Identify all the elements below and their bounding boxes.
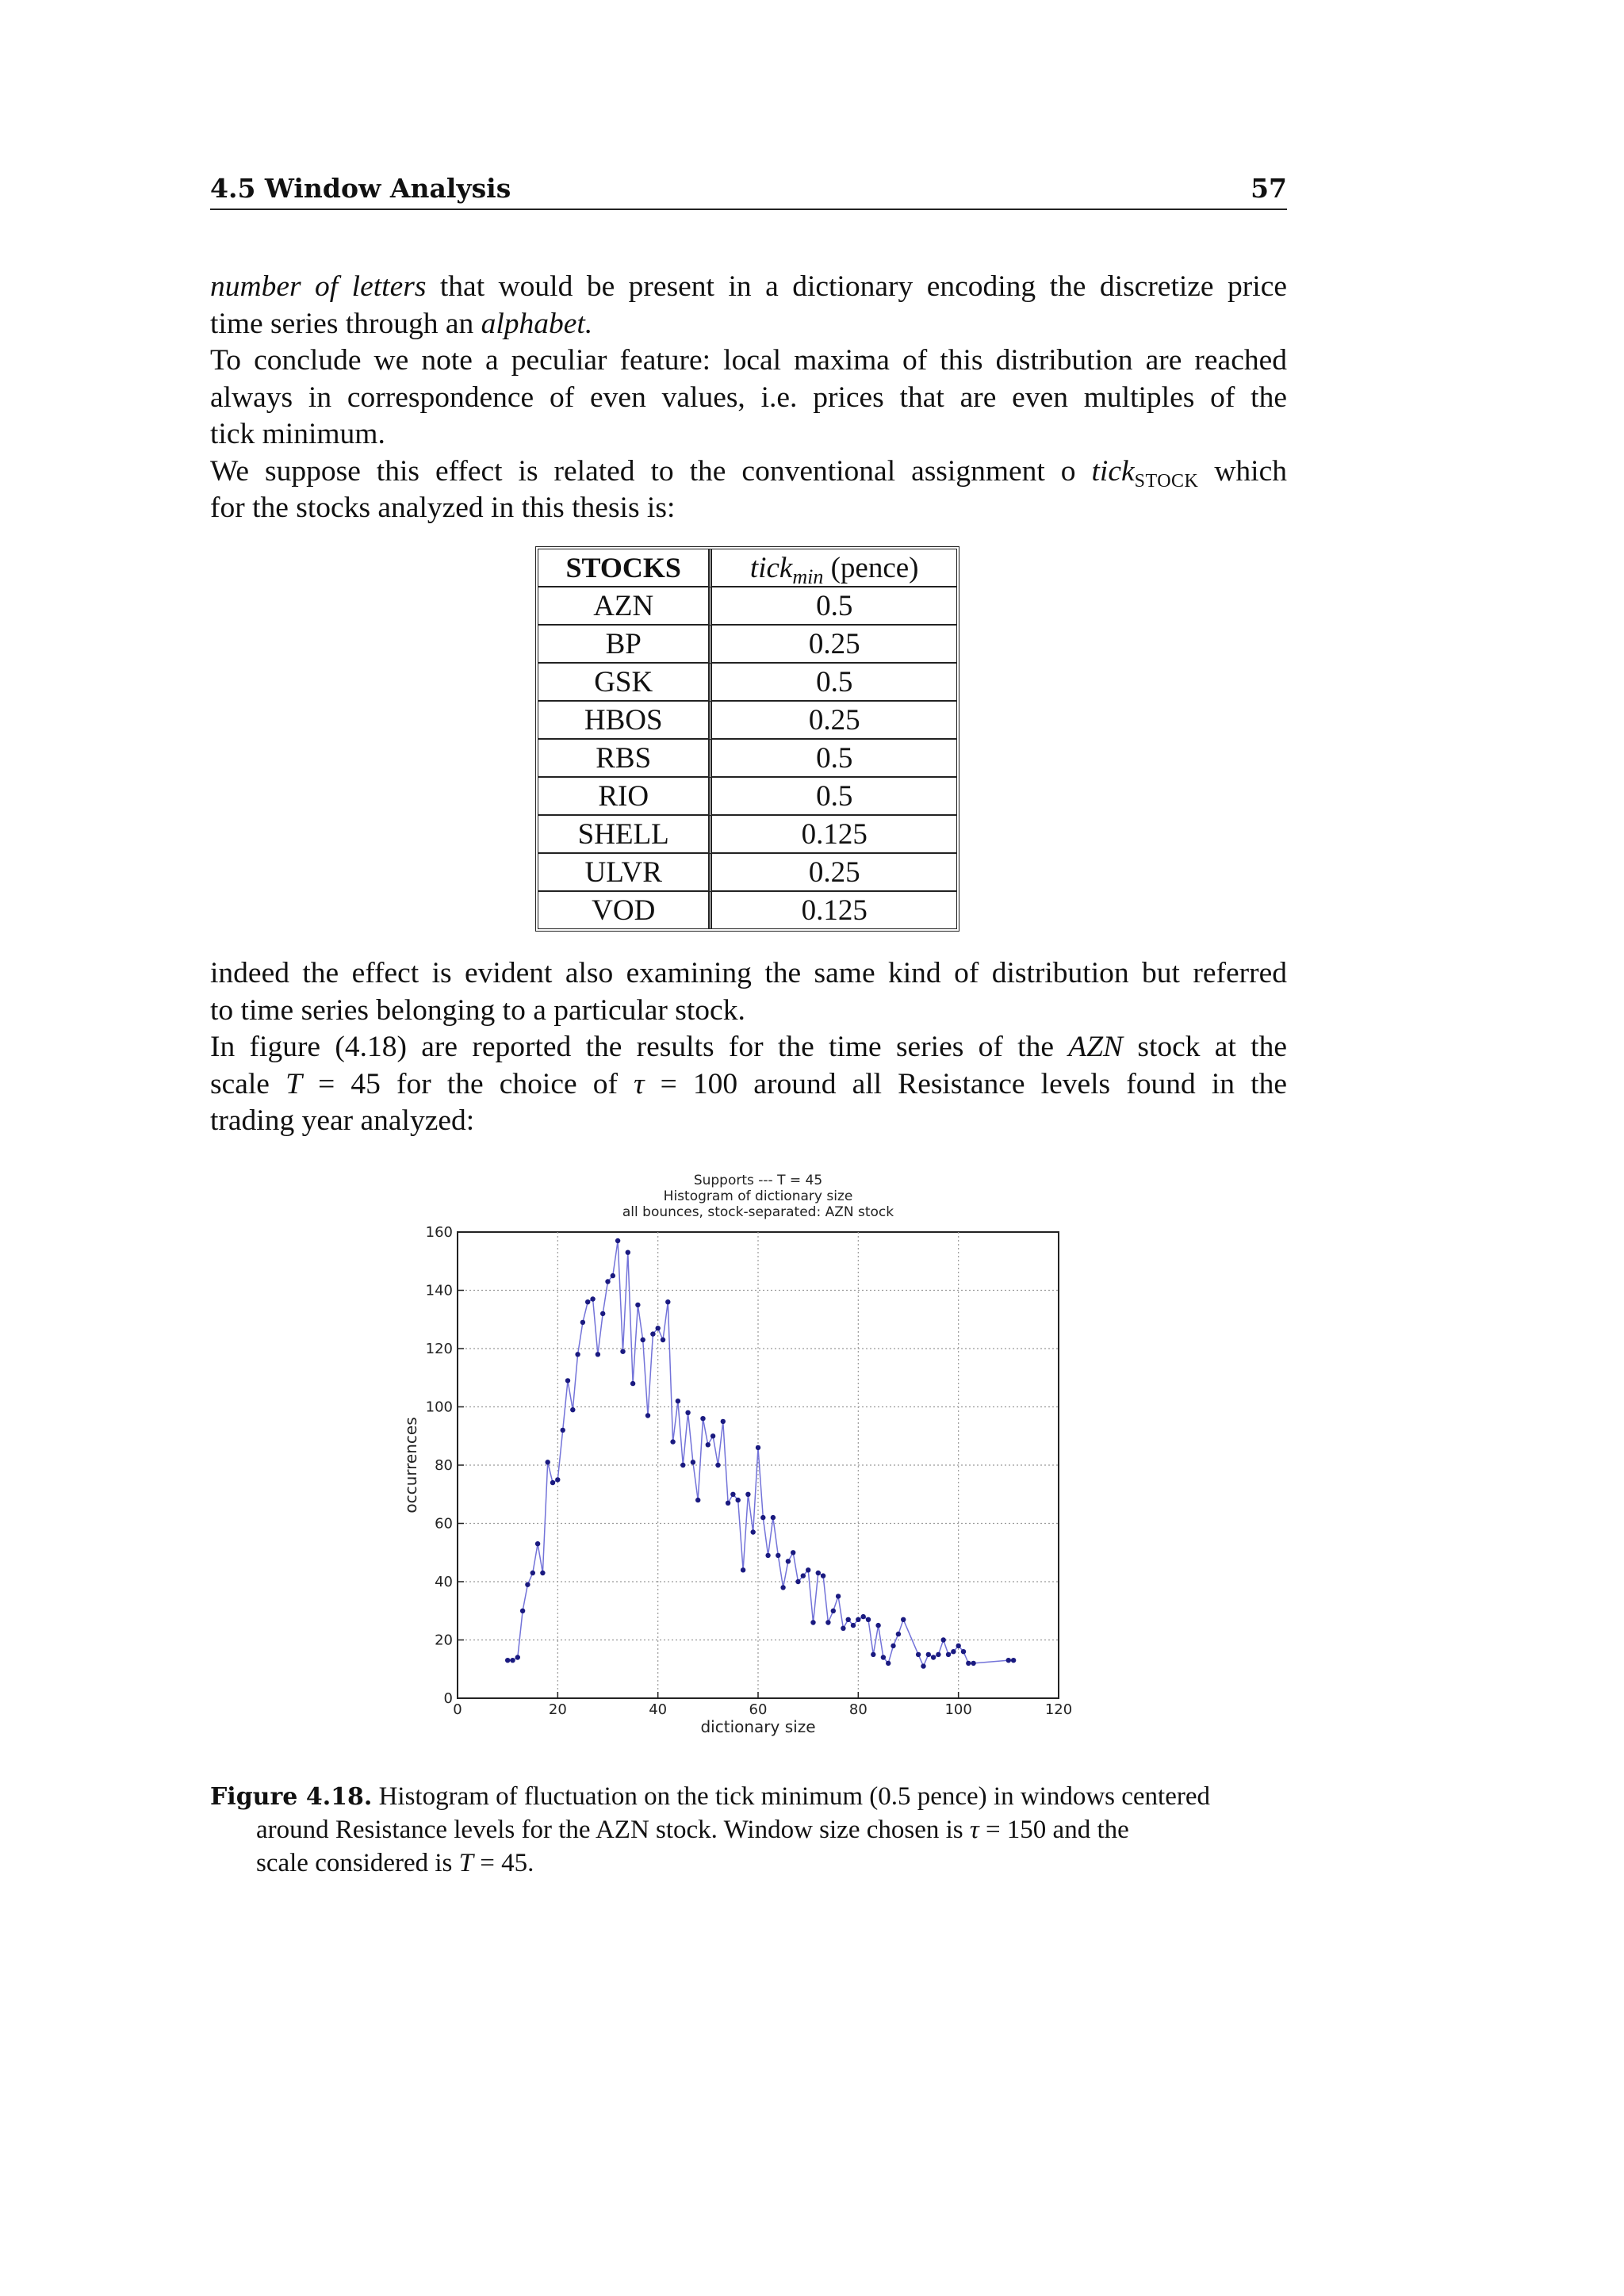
text: We suppose this effect is related to the conventional assignment o <box>210 454 1092 488</box>
caption-line <box>210 1780 1287 1813</box>
caption-label: Figure 4.18. <box>210 1783 373 1811</box>
data-point <box>891 1644 895 1648</box>
data-point <box>921 1663 925 1668</box>
data-point <box>806 1567 810 1572</box>
data-point <box>715 1463 720 1468</box>
y-tick-label: 20 <box>435 1632 453 1649</box>
data-point <box>550 1480 555 1485</box>
data-point <box>670 1439 675 1444</box>
data-point <box>565 1378 570 1383</box>
data-point <box>810 1620 815 1624</box>
text: = 45 for the choice of <box>301 1067 634 1100</box>
stock-name-cell: GSK <box>538 664 712 702</box>
data-point <box>760 1515 765 1520</box>
text-line <box>210 1029 1287 1066</box>
data-point <box>525 1582 530 1587</box>
stock-name-cell: RBS <box>538 740 712 778</box>
table-row <box>538 740 956 778</box>
x-tick-label: 20 <box>548 1701 567 1718</box>
table-row <box>538 702 956 740</box>
data-point <box>605 1279 610 1284</box>
chart-title-line: Histogram of dictionary size <box>663 1188 853 1204</box>
data-point <box>966 1661 971 1666</box>
data-point <box>730 1492 735 1497</box>
table-header-stocks: STOCKS <box>538 549 712 587</box>
data-point <box>896 1632 901 1636</box>
data-point <box>751 1529 756 1534</box>
text-line <box>210 306 1287 343</box>
table-header-tick <box>712 549 956 587</box>
text-line: tick minimum. <box>210 418 385 450</box>
data-point <box>650 1331 655 1336</box>
y-tick-label: 40 <box>435 1574 453 1590</box>
x-axis-label: dictionary size <box>700 1717 816 1736</box>
data-point <box>881 1655 886 1659</box>
running-head <box>210 173 1287 210</box>
text-line: trading year analyzed: <box>210 1104 475 1137</box>
math-symbol: τ <box>634 1067 645 1100</box>
y-tick-label: 80 <box>435 1457 453 1474</box>
data-point <box>520 1609 525 1613</box>
data-point <box>546 1460 550 1464</box>
x-tick-label: 100 <box>944 1701 972 1718</box>
chart-title-line: all bounces, stock-separated: AZN stock <box>622 1204 894 1220</box>
paragraph-2 <box>210 955 1287 1140</box>
data-point <box>926 1652 931 1657</box>
data-point <box>555 1477 560 1482</box>
math-symbol: T <box>458 1849 474 1877</box>
tick-value-cell: 0.5 <box>712 587 956 626</box>
math-symbol: AZN <box>1068 1031 1124 1063</box>
y-tick-label: 100 <box>425 1399 453 1416</box>
x-tick-label: 60 <box>749 1701 768 1718</box>
data-point <box>710 1433 715 1438</box>
text-line: indeed the effect is evident also examining the same kind of distribution but referred <box>210 957 1287 989</box>
data-point <box>745 1492 750 1497</box>
data-point <box>596 1352 600 1357</box>
data-point <box>665 1299 670 1304</box>
text: (pence) <box>823 551 919 584</box>
stock-name-cell: HBOS <box>538 702 712 740</box>
tick-size-table <box>535 546 959 932</box>
emphasis: alphabet. <box>481 307 593 340</box>
data-point <box>510 1658 515 1663</box>
data-point <box>1006 1658 1011 1663</box>
data-point <box>916 1652 921 1657</box>
text-line <box>210 453 1287 491</box>
tick-value-cell: 0.25 <box>712 702 956 740</box>
table-row <box>538 587 956 626</box>
data-point <box>791 1550 795 1555</box>
data-point <box>875 1623 880 1628</box>
data-point <box>836 1594 841 1598</box>
data-point <box>611 1273 615 1278</box>
tick-value-cell: 0.25 <box>712 854 956 892</box>
tick-value-cell: 0.5 <box>712 740 956 778</box>
data-point <box>816 1571 821 1575</box>
data-point <box>801 1573 806 1578</box>
chart-title-line: Supports --- T = 45 <box>693 1173 823 1188</box>
data-point <box>726 1501 730 1506</box>
data-point <box>856 1617 860 1622</box>
data-point <box>505 1658 510 1663</box>
data-point <box>871 1652 875 1657</box>
x-tick-label: 120 <box>1044 1701 1073 1718</box>
math-subscript: min <box>792 564 824 588</box>
data-point <box>530 1571 535 1575</box>
data-point <box>620 1349 625 1354</box>
math-symbol: T <box>285 1067 302 1100</box>
x-tick-label: 40 <box>649 1701 668 1718</box>
text: scale <box>210 1067 286 1100</box>
data-point <box>685 1410 690 1415</box>
data-point <box>635 1303 640 1307</box>
math-symbol: tick <box>749 551 793 584</box>
data-point <box>630 1381 635 1386</box>
data-point <box>515 1655 520 1659</box>
data-point <box>780 1585 785 1590</box>
data-point <box>971 1661 975 1666</box>
tick-value-cell: 0.25 <box>712 626 956 664</box>
x-tick-label: 80 <box>848 1701 868 1718</box>
tick-value-cell: 0.125 <box>801 894 868 927</box>
data-point <box>661 1337 665 1342</box>
text: time series through an <box>210 307 481 340</box>
text: stock at the <box>1123 1031 1287 1063</box>
table-header-row <box>538 549 956 587</box>
table-row <box>538 664 956 702</box>
tick-value-cell: 0.125 <box>712 816 956 854</box>
data-point <box>961 1649 966 1654</box>
data-point <box>626 1250 630 1255</box>
x-tick-label: 0 <box>453 1701 462 1718</box>
data-point <box>540 1571 545 1575</box>
data-point <box>695 1498 700 1502</box>
data-point <box>846 1617 851 1622</box>
data-point <box>741 1567 745 1572</box>
stock-name-cell: SHELL <box>538 816 712 854</box>
data-point <box>1011 1658 1016 1663</box>
data-point <box>680 1463 685 1468</box>
math-subscript: STOCK <box>1134 470 1199 490</box>
data-point <box>841 1626 845 1631</box>
text-line <box>210 1066 1287 1104</box>
page-number: 57 <box>1251 173 1287 204</box>
y-tick-label: 120 <box>425 1341 453 1357</box>
data-point <box>656 1326 661 1330</box>
y-tick-label: 0 <box>443 1690 453 1707</box>
data-point <box>821 1573 825 1578</box>
paragraph-1 <box>210 269 1287 527</box>
data-point <box>831 1609 836 1613</box>
data-point <box>561 1428 565 1433</box>
data-point <box>641 1337 645 1342</box>
data-point <box>700 1416 705 1421</box>
stock-name-cell: BP <box>538 626 712 664</box>
text: = 45. <box>473 1849 534 1877</box>
data-point <box>956 1644 961 1648</box>
text: which <box>1198 454 1287 488</box>
tick-value-cell: 0.5 <box>712 778 956 816</box>
data-point <box>931 1655 936 1659</box>
data-point <box>736 1498 741 1502</box>
data-point <box>886 1661 891 1666</box>
data-point <box>645 1413 650 1418</box>
text: scale considered is <box>256 1849 459 1877</box>
data-point <box>585 1299 590 1304</box>
chart-title <box>622 1173 894 1220</box>
stock-name-cell: AZN <box>538 587 712 626</box>
data-point <box>795 1579 800 1584</box>
y-tick-label: 60 <box>435 1515 453 1533</box>
table-row <box>538 626 956 664</box>
stock-name-cell: VOD <box>538 892 712 928</box>
data-point <box>946 1652 951 1657</box>
figure-caption <box>210 1780 1287 1880</box>
table-row <box>538 778 956 816</box>
data-point <box>765 1553 770 1558</box>
math-symbol: tick <box>1091 454 1135 488</box>
data-point <box>580 1320 585 1325</box>
y-axis-label: occurrences <box>401 1417 420 1513</box>
table-row <box>538 816 956 854</box>
data-point <box>590 1296 595 1301</box>
text-line: always in correspondence of even values, i.e. prices that are even multiples of the <box>210 381 1287 414</box>
stock-name-cell: ULVR <box>538 854 712 892</box>
data-point <box>615 1238 620 1243</box>
text-line: To conclude we note a peculiar feature: local maxima of this distribution are reached <box>210 344 1287 377</box>
stock-name-cell: RIO <box>538 778 712 816</box>
data-point <box>535 1541 540 1546</box>
data-point <box>951 1649 956 1654</box>
data-point <box>706 1442 710 1447</box>
table-row <box>538 892 956 928</box>
text: that would be present in a dictionary encoding the discretize price <box>426 270 1287 303</box>
data-point <box>825 1620 830 1624</box>
data-point <box>600 1311 605 1316</box>
data-point <box>901 1617 906 1622</box>
data-point <box>771 1515 776 1520</box>
text: = 150 and the <box>979 1816 1129 1844</box>
data-point <box>866 1617 871 1622</box>
data-point <box>941 1637 946 1642</box>
text-line <box>210 269 1287 306</box>
data-point <box>691 1460 695 1464</box>
data-point <box>676 1399 680 1403</box>
y-tick-label: 140 <box>425 1282 453 1299</box>
data-point <box>861 1614 866 1619</box>
caption-line <box>210 1813 1287 1846</box>
data-point <box>570 1407 575 1412</box>
tick-value-cell: 0.5 <box>712 664 956 702</box>
data-point <box>851 1623 856 1628</box>
data-point <box>936 1652 940 1657</box>
text-line: for the stocks analyzed in this thesis is: <box>210 492 676 524</box>
data-point <box>776 1553 780 1558</box>
text-line: to time series belonging to a particular stock. <box>210 993 745 1027</box>
text: In figure (4.18) are reported the results for the time series of the <box>210 1031 1069 1063</box>
table-row <box>538 854 956 892</box>
histogram-chart <box>396 1165 1110 1744</box>
section-title: 4.5 Window Analysis <box>210 173 511 204</box>
data-point <box>786 1559 791 1563</box>
text: around Resistance levels for the AZN stock. Window size chosen is <box>256 1816 970 1844</box>
data-point <box>721 1419 726 1424</box>
math-symbol: τ <box>969 1816 979 1844</box>
text: = 100 around all Resistance levels found in the <box>644 1067 1287 1100</box>
text: Histogram of fluctuation on the tick minimum (0.5 pence) in windows centered <box>372 1782 1211 1811</box>
caption-line <box>210 1846 1287 1880</box>
emphasis: number of letters <box>210 270 427 303</box>
y-tick-label: 160 <box>425 1224 453 1241</box>
data-point <box>575 1352 580 1357</box>
data-point <box>756 1445 760 1450</box>
